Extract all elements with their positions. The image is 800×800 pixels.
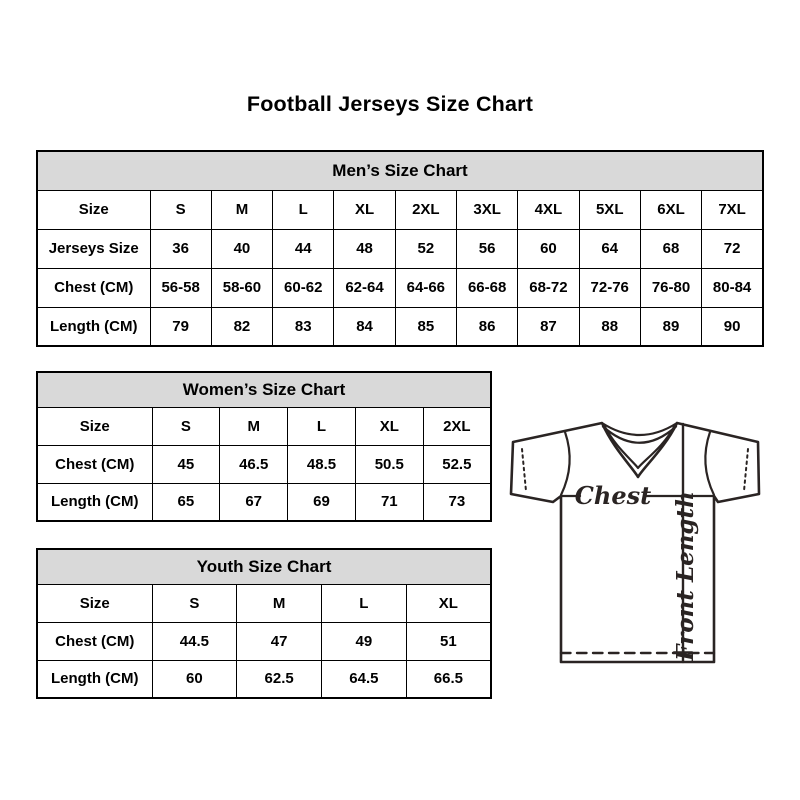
- womens-table-header: Women’s Size Chart: [37, 372, 491, 407]
- size-cell: 36: [150, 229, 211, 268]
- size-cell: 48.5: [288, 445, 356, 483]
- page-title: Football Jerseys Size Chart: [246, 92, 534, 116]
- size-cell: 4XL: [518, 190, 579, 229]
- size-cell: 3XL: [456, 190, 517, 229]
- size-cell: 44.5: [152, 622, 237, 660]
- size-cell: M: [237, 584, 322, 622]
- table-row: [37, 584, 491, 622]
- table-row: [37, 660, 491, 698]
- size-cell: 88: [579, 307, 640, 346]
- size-cell: 79: [150, 307, 211, 346]
- size-cell: L: [288, 407, 356, 445]
- size-cell: 87: [518, 307, 579, 346]
- armhole-seam-left: [561, 432, 570, 495]
- row-label: Size: [37, 407, 152, 445]
- size-cell: 72-76: [579, 268, 640, 307]
- size-cell: 48: [334, 229, 395, 268]
- size-cell: XL: [406, 584, 491, 622]
- row-label: Size: [37, 584, 152, 622]
- table-row: [37, 268, 763, 307]
- size-cell: XL: [334, 190, 395, 229]
- size-cell: 46.5: [220, 445, 288, 483]
- jersey-measurement-diagram: [503, 400, 767, 670]
- row-label: Chest (CM): [37, 622, 152, 660]
- size-cell: 66.5: [406, 660, 491, 698]
- youth-table-header: Youth Size Chart: [37, 549, 491, 584]
- size-cell: 84: [334, 307, 395, 346]
- size-cell: 89: [640, 307, 701, 346]
- size-cell: 6XL: [640, 190, 701, 229]
- size-cell: 5XL: [579, 190, 640, 229]
- size-cell: 62.5: [237, 660, 322, 698]
- armhole-seam-right: [705, 432, 714, 495]
- row-label: Jerseys Size: [37, 229, 150, 268]
- size-cell: 82: [211, 307, 272, 346]
- cuff-stitch-dotted-right: [744, 449, 748, 491]
- size-cell: XL: [355, 407, 423, 445]
- table-row: [37, 229, 763, 268]
- front-length-label: Front Length: [672, 491, 699, 661]
- mens-table-header: Men’s Size Chart: [37, 151, 763, 190]
- table-row: [37, 622, 491, 660]
- size-cell: 86: [456, 307, 517, 346]
- size-cell: 80-84: [702, 268, 763, 307]
- row-label: Size: [37, 190, 150, 229]
- size-cell: 50.5: [355, 445, 423, 483]
- size-cell: 60: [518, 229, 579, 268]
- size-cell: L: [322, 584, 407, 622]
- size-cell: 64.5: [322, 660, 407, 698]
- size-cell: 60-62: [273, 268, 334, 307]
- size-cell: L: [273, 190, 334, 229]
- size-cell: 67: [220, 483, 288, 521]
- size-cell: 60: [152, 660, 237, 698]
- size-cell: 49: [322, 622, 407, 660]
- size-cell: 58-60: [211, 268, 272, 307]
- cuff-stitch-dotted-left: [522, 449, 526, 491]
- size-cell: 40: [211, 229, 272, 268]
- jersey-outline-path: [511, 423, 759, 662]
- size-cell: 90: [702, 307, 763, 346]
- size-cell: 83: [273, 307, 334, 346]
- size-cell: 85: [395, 307, 456, 346]
- size-cell: 7XL: [702, 190, 763, 229]
- row-label: Length (CM): [37, 307, 150, 346]
- youth-size-table: [36, 548, 492, 699]
- womens-size-table: [36, 371, 492, 522]
- mens-size-table: [36, 150, 764, 347]
- size-cell: S: [152, 584, 237, 622]
- table-row: [37, 407, 491, 445]
- size-cell: 44: [273, 229, 334, 268]
- size-cell: S: [150, 190, 211, 229]
- row-label: Length (CM): [37, 660, 152, 698]
- size-cell: 68: [640, 229, 701, 268]
- size-cell: 65: [152, 483, 220, 521]
- row-label: Length (CM): [37, 483, 152, 521]
- size-cell: 52: [395, 229, 456, 268]
- size-cell: M: [220, 407, 288, 445]
- size-cell: 64-66: [395, 268, 456, 307]
- table-row: [37, 307, 763, 346]
- size-cell: 56-58: [150, 268, 211, 307]
- row-label: Chest (CM): [37, 268, 150, 307]
- chest-label: Chest: [574, 481, 652, 510]
- size-cell: 2XL: [423, 407, 491, 445]
- size-cell: 64: [579, 229, 640, 268]
- size-cell: 62-64: [334, 268, 395, 307]
- size-cell: 47: [237, 622, 322, 660]
- size-cell: 45: [152, 445, 220, 483]
- size-cell: M: [211, 190, 272, 229]
- size-cell: 2XL: [395, 190, 456, 229]
- size-cell: 66-68: [456, 268, 517, 307]
- size-cell: 73: [423, 483, 491, 521]
- table-row: [37, 483, 491, 521]
- row-label: Chest (CM): [37, 445, 152, 483]
- size-cell: S: [152, 407, 220, 445]
- size-cell: 51: [406, 622, 491, 660]
- table-row: [37, 445, 491, 483]
- size-cell: 56: [456, 229, 517, 268]
- size-cell: 68-72: [518, 268, 579, 307]
- size-cell: 71: [355, 483, 423, 521]
- size-cell: 76-80: [640, 268, 701, 307]
- size-cell: 69: [288, 483, 356, 521]
- table-row: [37, 190, 763, 229]
- size-cell: 52.5: [423, 445, 491, 483]
- size-cell: 72: [702, 229, 763, 268]
